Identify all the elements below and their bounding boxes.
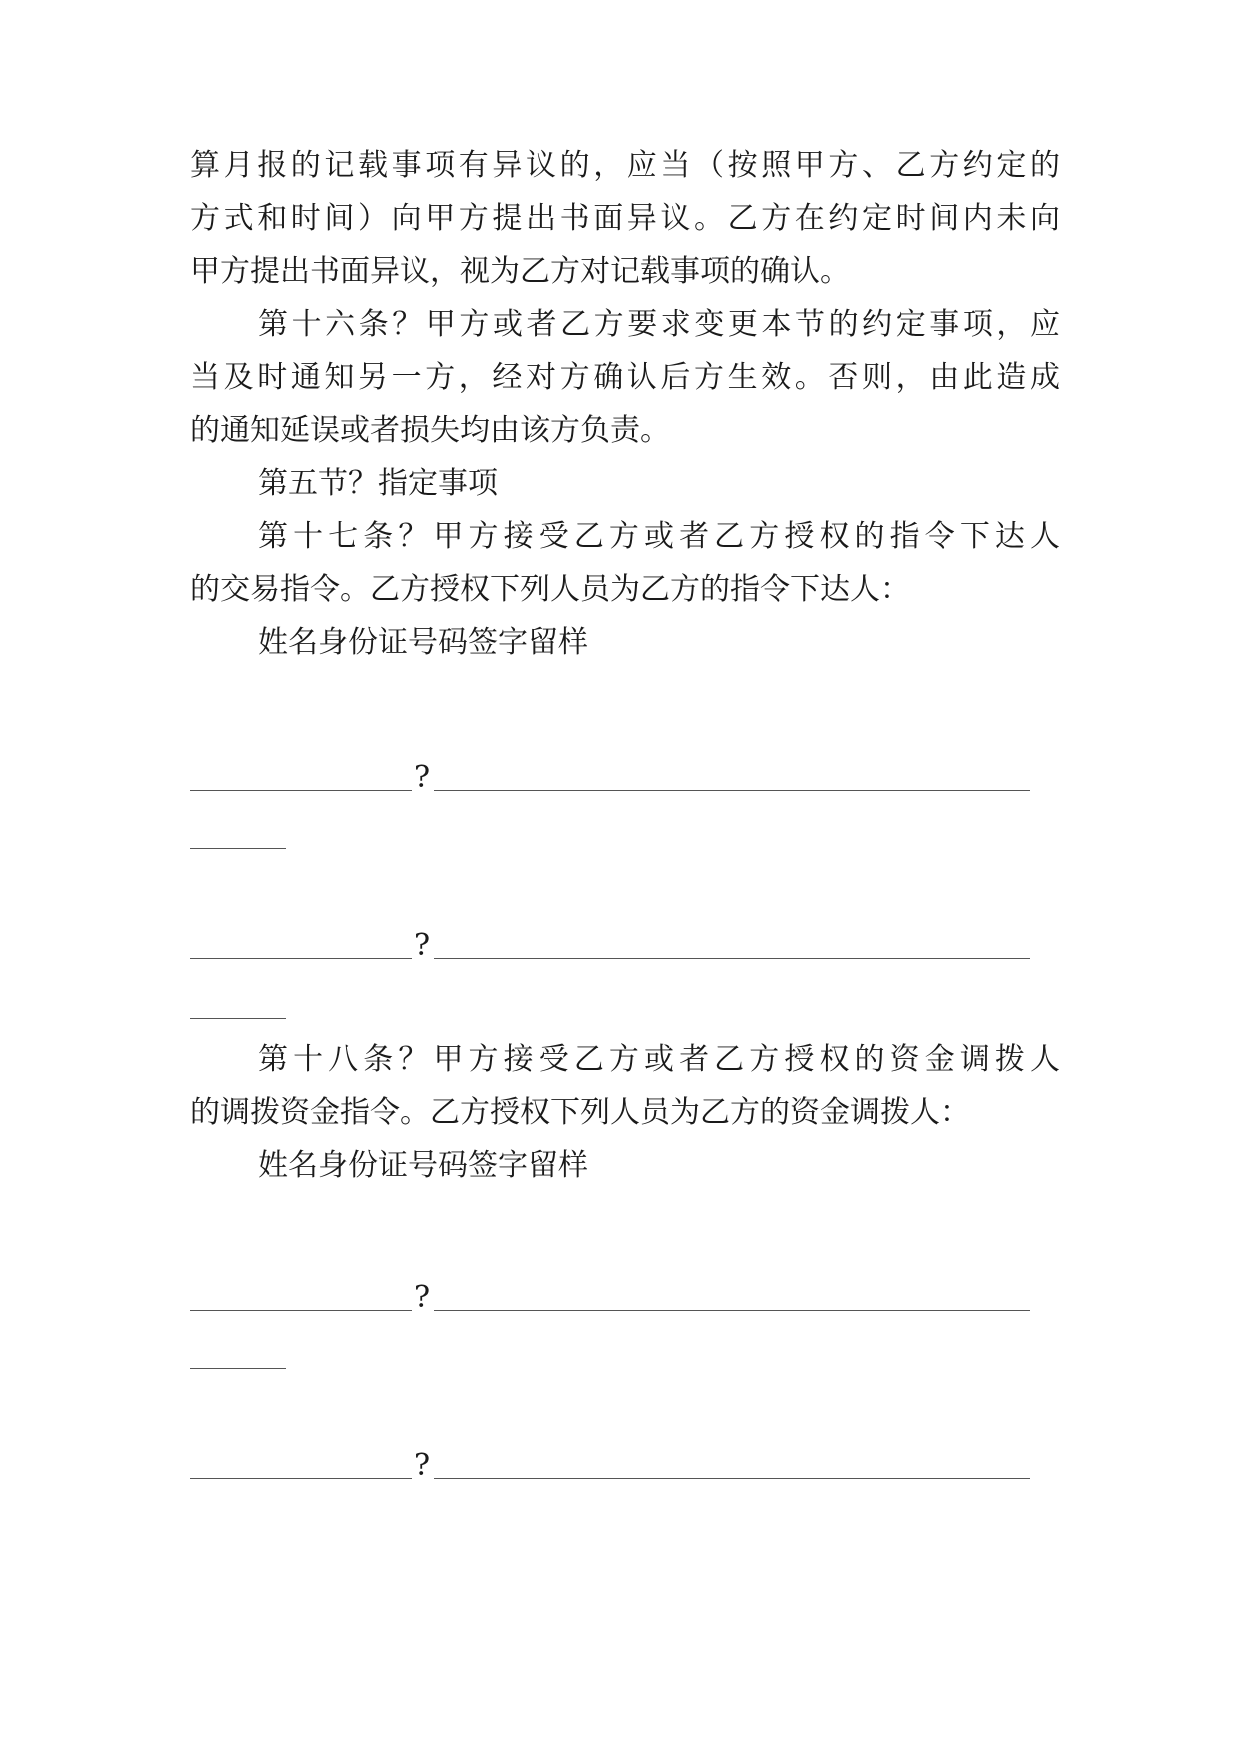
- section-heading: 第五节？指定事项: [258, 466, 498, 501]
- blank-separator: ?: [414, 1448, 431, 1483]
- blank-line: [190, 1478, 412, 1479]
- article-18-line: 第十八条？甲方接受乙方或者乙方授权的资金调拨人: [258, 1042, 1060, 1077]
- signature-table-header: 姓名身份证号码签字留样: [258, 1148, 588, 1183]
- blank-line: [190, 848, 286, 849]
- blank-separator: ?: [414, 928, 431, 963]
- blank-line: [190, 1368, 286, 1369]
- blank-line: [434, 790, 1030, 791]
- blank-line: [190, 1018, 286, 1019]
- signature-table-header: 姓名身份证号码签字留样: [258, 625, 588, 660]
- blank-separator: ?: [414, 760, 431, 795]
- blank-line: [434, 1310, 1030, 1311]
- blank-separator: ?: [414, 1280, 431, 1315]
- article-17-line: 的交易指令。乙方授权下列人员为乙方的指令下达人：: [190, 572, 910, 607]
- blank-line: [434, 958, 1030, 959]
- paragraph-line: 方式和时间）向甲方提出书面异议。乙方在约定时间内未向: [190, 201, 1060, 236]
- article-16-line: 的通知延误或者损失均由该方负责。: [190, 413, 670, 448]
- blank-line: [190, 790, 412, 791]
- paragraph-line: 甲方提出书面异议，视为乙方对记载事项的确认。: [190, 254, 850, 289]
- blank-line: [434, 1478, 1030, 1479]
- article-16-line: 第十六条？甲方或者乙方要求变更本节的约定事项，应: [258, 307, 1060, 342]
- blank-line: [190, 958, 412, 959]
- article-17-line: 第十七条？甲方接受乙方或者乙方授权的指令下达人: [258, 519, 1060, 554]
- blank-line: [190, 1310, 412, 1311]
- paragraph-line: 算月报的记载事项有异议的，应当（按照甲方、乙方约定的: [190, 148, 1060, 183]
- article-18-line: 的调拨资金指令。乙方授权下列人员为乙方的资金调拨人：: [190, 1095, 970, 1130]
- article-16-line: 当及时通知另一方，经对方确认后方生效。否则，由此造成: [190, 360, 1060, 395]
